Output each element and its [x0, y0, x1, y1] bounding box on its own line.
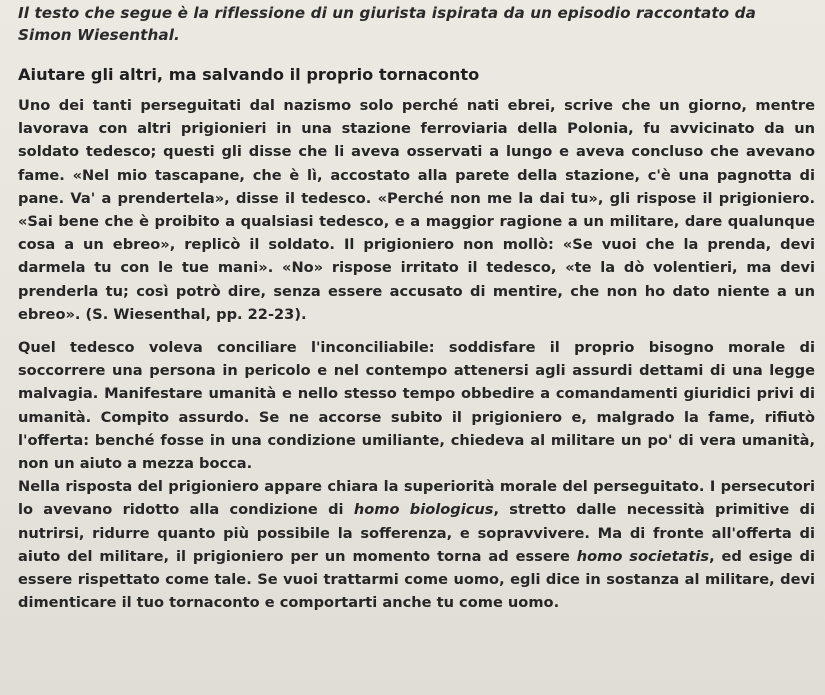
paragraph-story: Uno dei tanti perseguitati dal nazismo solo perché nati ebrei, scrive che un giorno, mentre lavorava con altri prigionieri in una stazione ferroviaria della Polonia, fu avvicinato da un soldato tedesco; questi gli disse che li aveva osservati a lungo e aveva concluso che avevano fame. «Nel mio tascapane, che è lì, accostato alla parete della stazione, c'è una pagnotta di pane. Va' a prendertela», disse il tedesco. «Perché non me la dai tu», gli rispose il prigioniero. «Sai bene che è proibito a qualsiasi tedesco, e a maggior ragione a un militare, dare qualunque cosa a un ebreo», replicò il soldato. Il prigioniero non mollò: «Se vuoi che la prenda, devi darmela tu con le tue mani». «No» rispose irritato il tedesco, «te la dò volentieri, ma devi prenderla tu; così potrò dire, senza essere accusato di mentire, che non ho dato niente a un ebreo». (S. Wiesenthal, pp. 22-23). — [18, 97, 815, 323]
term-homo-biologicus: homo biologicus — [353, 501, 494, 519]
paragraph-reflection: Quel tedesco voleva conciliare l'inconciliabile: soddisfare il proprio bisogno morale di soccorrere una persona in pericolo e nel contempo attenersi agli assurdi dettami di una legge malvagia. Manifestare umanità e nello stesso tempo obbedire a comandamenti giuridici privi di umanità. Compito assurdo. Se ne accorse subito il prigioniero e, malgrado la fame, rifiutò l'offerta: benché fosse in una condizione umiliante, chiedeva al militare un po' di vera umanità, non un aiuto a mezza bocca. — [18, 339, 815, 473]
term-homo-societatis: homo societatis — [576, 547, 710, 565]
conclusion-text-1: Nella risposta del prigioniero appare chiara la superiorità morale del perseguitato. I persecutori lo avevano ridotto alla condizione di — [18, 478, 815, 519]
section-title: Aiutare gli altri, ma salvando il proprio tornaconto — [18, 65, 480, 84]
intro-note: Il testo che segue è la riflessione di un giurista ispirata da un episodio raccontato da Simon Wiesenthal. — [18, 4, 756, 44]
conclusion-text-2: , stretto dalle necessità primitive di nutrirsi, ridurre quanto più possibile la sofferenza, e sopravvivere. Ma di fronte all'offerta di aiuto del militare, il prigioniero per un momento torna ad essere — [18, 501, 815, 565]
conclusion-text-3: , ed esige di essere rispettato come tale. Se vuoi trattarmi come uomo, egli dice in sostanza al militare, devi dimenticare il tuo tornaconto e comportarti anche tu come uomo. — [18, 547, 816, 612]
paragraph-conclusion — [18, 475, 815, 614]
paragraph-gap — [18, 326, 815, 336]
